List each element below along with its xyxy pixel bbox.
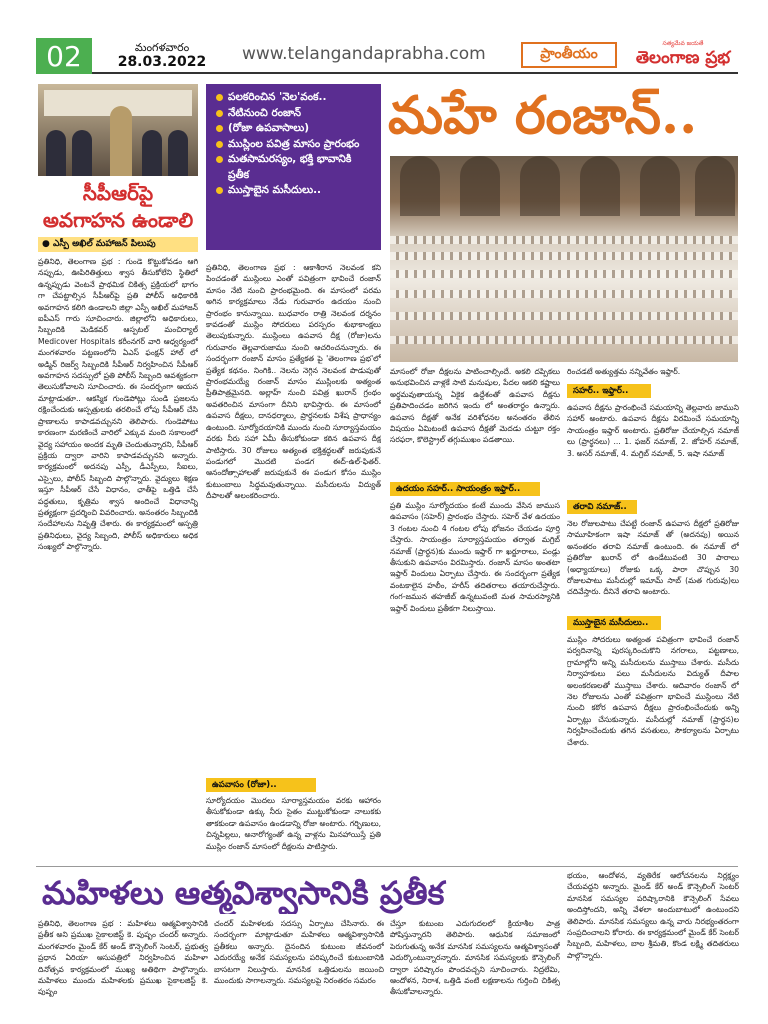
highlight-item: ముస్తాబైన మసీదులు..: [216, 183, 375, 199]
highlight-item: (రోజా ఉపవాసాలు): [216, 121, 375, 137]
section-label: ప్రాంతీయం: [521, 42, 617, 68]
bottom-story-col3: చేస్తూ కుటుంబ ఎదుగుదలలో క్రియాశీల పాత్ర పోషిస్తున్నారని తెలిపారు. ఆధునిక సమాజంలో పెరుగుతున్న అనేక మానసిక సమస్యలను ఆత్మవిశ్వాసంతో ఎదుర్కొంటున్నారన్నారు. మానసిక సమస్యలకు కౌన్సెలింగ్ ద్వారా పరిష్కారం పొందవచ్చని సూచించారు. నిద్రలేమి, ఆందోళన, నిరాశ, ఒత్తిడి వంటి లక్షణాలను గుర్తించి చికిత్స తీసుకోవాలన్నారు.: [390, 919, 560, 997]
photo-arch: [640, 156, 680, 216]
photo-person: [46, 130, 66, 176]
main-story-text: రించడటే అత్యుత్తమ నన్నివేతం ఇఫ్తార్.: [567, 367, 681, 376]
main-story-text: మాసంలో రోజా దీక్షలను పాటించాల్సిందే. అకలి దప్పికలు అనుభవించిన వాళ్లకే సాటి మనుషుల, పేదల ఆకలి కష్టాలు అర్థమవుతాయన్న ఏకైక ఉద్దేశంతో ఉపవాస దీక్షను ప్రతిపాదించడం జరిగిన ఇందు లో అంతరార్థం ఉన్నారు. ఉపవాస దీక్షతో అనేక వరిశోధనల అనంతరం తేలిన విషయం ఏమిటంటే ఉపవాస దీక్షతో మెదడు చుట్టూ రక్తం సరఫరా, కొలెస్ట్రాల్ తగ్గుముఖం పడతాయి.: [390, 367, 560, 445]
photo-person: [168, 130, 188, 176]
photo-worshippers-row: [390, 252, 738, 260]
left-story-byline: ● ఎస్పీ అఖిల్ మహాజన్ పిలుపు: [38, 237, 198, 252]
mosques-subhead: ముస్తాబైన మసీదులు..: [567, 616, 661, 630]
brand-name-b: ప్రభ: [699, 48, 731, 68]
photo-arch: [460, 156, 500, 216]
bottom-story-col2: చందర్ మహిళలకు సదస్సు ఏర్పాటు చేసినారు. ఈ సందర్భంగా మాట్లాడుతూ మహిళలు ఆత్మవిశ్వాసానికి ప్రతీకలు అన్నారు. దైనందిన కుటుంబ జీవనంలో ఎదురయ్యే అనేక సమస్యలను పరిష్కరించే కుటుంబానికి బాసటగా నిలుస్తారు. మానసిక ఒత్తిడులను జయించి ముందుకు సాగాలన్నారు. సమస్యలపై నిరంతరం సమరం: [214, 919, 384, 986]
photo-worshippers-row: [390, 312, 738, 320]
main-story-text: నెల రోజులపాటు చేపట్టే రంజాన్ ఉపవాస దీక్షలో ప్రతిరోజు సామూహికంగా ఇషా నమాజ్ తో (అదనపు) అయిన అనంతరం తరావి నమాజ్ ఉంటుంది. ఈ నమాజ్ లో ప్రతిరోజు ఖురాన్ లో ఉండేటువంటి 30 పారాలు (అధ్యాయాలు) రోజుకు ఒక్క పారా చొప్పున 30 రోజులపాటు మసీదుల్లో ఇమామ్ సాబ్ (మత గురువు)లు చదివేస్తారు. దీనినే తరావి అంటారు.: [567, 519, 739, 597]
highlight-item: మతసామరస్యం, భక్తి భావానికి ప్రతీక: [216, 152, 375, 183]
website-url[interactable]: www.telangandaprabha.com: [242, 44, 486, 64]
dateline: [102, 40, 222, 70]
main-story-text: ముస్లిం సోదరులు అత్యంత పవిత్రంగా భావించే రంజాన్ పర్వదినాన్ని పురస్కరించుకొని నగరాలు, పట్టణాలు, గ్రామాల్లోని అన్ని మసీదులను ముస్తాబు చేశారు. మసీదు నిర్వాహకులు పలు మసీదులను విద్యుత్ దీపాల అలంకరణలతో ముస్తాబు చేశారు. ఆదివారం రంజాన్ లో నెల రోజులను ఎంతో పవిత్రంగా భావించే ముస్లింలు నేటి నుంచి కఠోర ఉపవాస దీక్షలు ప్రారంభించేందుకు అన్ని ఏర్పాట్లు చేసుకున్నారు. మసీదుల్లో నమాజ్ (ప్రార్థన)ల నిర్వహించేందుకు తగిన వసతులు, సౌకర్యాలను ఏర్పాటు చేశారు.: [567, 635, 739, 747]
photo-person: [142, 130, 162, 176]
ramzan-story-body: ప్రతినిధి, తెలంగాణ ప్రభ : ఆకాశీరాన నెలవంక కని పించడంతో ముస్లింలు ఎంతో పవిత్రంగా భావించే రంజాన్ మాసం నేటి నుంచి ప్రారంభమైంది. ఈ మాసంలో పరమ అగిన కార్యక్రమాలు నేడు గురువారం ఉదయం నుంచి ప్రారంభం కానున్నాయి. బుధవారం రాత్రి నెలవంక దర్శనం కావడంతో ముస్లిం సోదరులు పరస్పరం శుభాకాంక్షలు తెలుపుకున్నారు. ముస్లింలు ఉపవాస దీక్ష (రోజా)లను గురువారం తెల్లవారుజాము నుంచి ఆచరించనున్నారు. ఈ సందర్భంగా రంజాన్ మాసం ప్రత్యేకత పై 'తెలంగాణ ప్రభ'లో ప్రత్యేక కథనం. నింగికి.. నెలను నెగ్గిన నెలవంక పొడుపుతో ప్రారంభమయ్యే రంజాన్ మాసం ముస్లింలకు అత్యంత ప్రీతిపాత్రమైనది. అల్లాహ్ నుంచి పవిత్ర ఖురాన్ గ్రంథం అవతరించిన మాసంగా దీనిని భావిస్తారు. ఈ మాసంలో ఉపవాస దీక్షలు, దానధర్మాలు, ప్రార్థనలకు విశేష ప్రాధాన్యం ఉంటుంది. సూర్యోదయానికి ముందు నుంచి సూర్యాస్తమయం వరకు నీరు సహా ఏమీ తీసుకోకుండా కఠిన ఉపవాస దీక్ష పాటిస్తారు. 30 రోజులు అత్యంత భక్తిశ్రద్ధలతో జరుపుకునే పండుగలో మొదటి పండగ ఈద్-ఉల్-ఫితర్. ఆనందోత్సాహాలతో జరుపుకునే ఈ పండుగ కోసం ముస్లిం కుటుంబాలు సిద్ధమవుతున్నాయి. మసీదులను విద్యుత్ దీపాలతో అలంకరించారు.: [206, 263, 381, 501]
date: 28.03.2022: [117, 54, 207, 70]
bottom-story-col4: భయం, ఆందోళన, వ్యతిరేక ఆలోచనలను నిర్లక్ష్యం చేయవద్దని అన్నారు. మైండ్ కేర్ అండ్ కౌన్సెలింగ్ సెంటర్ మానసిక సమస్యల పరిష్కారానికి కౌన్సెలింగ్ సేవలు అందిస్తోందని, అన్ని వేళలా అందుబాటులో ఉంటుందని తెలిపారు. మానసిక సమస్యలు ఉన్న వారు నిరభ్యంతరంగా సంప్రదించాలని కోరారు. ఈ కార్యక్రమంలో మైండ్ కేర్ సెంటర్ సిబ్బంది, మహిళలు, బాల శ్రీమతి, కొండ లక్ష్మి తదితరులు పాల్గొన్నారు.: [567, 871, 739, 960]
photo-arch: [400, 156, 440, 216]
photo-worshippers-row: [390, 270, 738, 278]
fasting-body: సూర్యోదయం మొదలు సూర్యాస్తమయం వరకు ఆహారం తీసుకోకుండా ఉక్కు నీరు సైతం ముట్టుకోకుండా నాలుకకు తాకకుండా ఉపవాసం ఉండడాన్ని రోజా అంటారు. గర్భిణులు, చిన్నపిల్లలు, అనారోగ్యంతో ఉన్న వాళ్లను మినహాయిస్తే ప్రతి ముస్లిం రంజాన్ మాసంలో దీక్షలను పాటిస్తారు.: [206, 796, 381, 851]
highlight-item: నేటినుంచి రంజాన్: [216, 106, 375, 122]
left-headline-line1: సీపీఆర్‌పై: [82, 181, 154, 205]
page-number: 02: [36, 38, 92, 74]
brand-logo: [628, 40, 738, 72]
masthead: [36, 38, 738, 74]
main-story-col1: [390, 366, 560, 806]
sahar-subhead: సహర్.. ఇఫ్తార్..: [567, 384, 651, 398]
cpr-training-photo: [38, 84, 198, 176]
section-divider: [36, 866, 738, 867]
left-story-body: ప్రతినిధి, తెలంగాణ ప్రభ : గుండె కొట్టుకోవడం ఆగి నప్పుడు, ఊపిరితిత్తులు శ్వాస తీసుకోలేని స్థితిలో ఉన్నప్పుడు వెంటనే ప్రాథమిక చికిత్స ప్రక్రియలో భాగం గా చేపట్టాల్సిన సీపీఆర్‌పై ప్రతి పోలీస్ అధికారికి అవగాహన కలిగి ఉండాలని జిల్లా ఎస్పీ అఖిల్ మహాజన్ ఐపీఎస్ గారు సూచించారు. జిల్లాలోని అధికారులు, సిబ్బందికి మెడికవర్ ఆస్పటల్ మంచిర్యాల్ Medicover Hospitals కరీంనగర్ వారి ఆధ్వర్యంలో మంగళవారం పట్టణంలోని ఏఎస్ ఫంక్షన్ హాల్ లో అడ్మిన్ రిజర్వ్ సిబ్బందికి సీపీఆర్ నిర్వహించిన సీపీఆర్ అవగాహన సదస్సులో ప్రతి పోలీస్ సిబ్బంది ఆవశ్యకంగా తెలుసుకోవాలని సూచించారు. ఈ సందర్భంగా ఆయన మాట్లాడుతూ.. ఆకస్మిక గుండెపోట్లు సుండి ప్రజలను రక్షించేందుకు ఆస్పత్రులకు తరలించే లోపు సీపీఆర్ చేసి ప్రాణాలను కాపాడవచ్చునని తెలిపారు. గుండెపోటు కారణంగా మరణించే వారిలో ఎక్కువ మంది సకాలంలో వైద్య సహాయం అందక మృతి చెందుతున్నారని, సీపీఆర్ ప్రక్రియ ద్వారా వారిని కాపాడవచ్చునని అన్నారు. కార్యక్రమంలో అదనపు ఎస్పీ, డీఎస్పీలు, సీఐలు, ఎస్సైలు, పోలీస్ సిబ్బంది పాల్గొన్నారు. వైద్యులు శిక్షణ ఇస్తూ సీపీఆర్ చేసే విధానం, ఛాతీపై ఒత్తిడి చేసే పద్ధతులు, కృత్రిమ శ్వాస అందించే విధానాన్ని ప్రత్యక్షంగా ప్రదర్శించి వివరించారు. అనంతరం సిబ్బందికి సందేహాలను నివృత్తి చేశారు. ఈ కార్యక్రమంలో ఆస్పత్రి ప్రతినిధులు, వైద్య సిబ్బంది, పోలీస్ అధికారులు అధిక సంఖ్యలో పాల్గొన్నారు.: [38, 257, 198, 552]
sahar-iftar-subhead: ఉదయం సహర్.. సాయంత్రం ఇఫ్తార్..: [390, 482, 540, 496]
main-story-text: ప్రతి ముస్లిం సూర్యోదయం కంటే ముందు వేసిన జాముస ఉపవాసం (సహెర్) ప్రారంభం చేస్తారు. సహెర్ వేళ ఉదయం 3 గంటల నుంచి 4 గంటల లోపు భోజనం చేయడం పూర్తి చేస్తారు. సాయంత్రం సూర్యాస్తమయం తర్వాత మగ్రిబ్ నమాజ్ (ప్రార్థన)కు ముందు ఇఫ్తార్ గా ఖర్జూరాలు, పండ్లు తీసుకుని ఉపవాసం విరమిస్తారు. రంజాన్ మాసం అంతటా ఇఫ్తార్ విందులు ఏర్పాటు చేస్తారు. ఈ సందర్భంగా ప్రత్యేక వంటకాలైన హలీం, హరీస్ తదితరాలు తయారుచేస్తారు. గంగ-జమున తహజీబ్ ఉన్నటువంటి మత సామరస్యానికి ఇఫ్తార్ విందులు ప్రతీకగా నిలుస్తాయి.: [390, 501, 560, 613]
main-story-col2: [567, 366, 739, 806]
photo-officer: [110, 106, 132, 176]
main-story-text: ఉపవాస దీక్షను ప్రారంభించే సమయాన్ని తెల్లవారు జాముని సహార్ అంటారు. ఉపవాస దీక్షను విరమించే సమయాన్ని సాయంత్రం ఇఫ్తార్ అంటారు. ప్రతిరోజు చేయాల్సిన నమాజ్ లు (ప్రార్థనలు) ... 1. ఫజర్ నమాజ్, 2. జోహర్ నమాజ్, 3. అసర్ నమాజ్, 4. మగ్రిబ్ నమాజ్, 5. ఇషా నమాజ్: [567, 403, 739, 458]
day: మంగళవారం: [134, 41, 190, 54]
brand-tagline: సత్యమేవ జయతే: [662, 40, 704, 47]
bottom-story-col1: ప్రతినిధి, తెలంగాణ ప్రభ : మహిళలు ఆత్మవిశ్వాసానికి ప్రతీక అని ప్రముఖ సైకాలజిస్ట్ కె. పుష్పం చందర్ అన్నారు. మంగళవారం మైండ్ కేర్ అండ్ కౌన్సెలింగ్ సెంటర్, ప్రభుత్వ ప్రధాన ఏరియా ఆసుపత్రిలో నిర్వహించిన మహిళా దినోత్సవ కార్యక్రమంలో ముఖ్య అతిథిగా పాల్గొన్నారు. మహిళలు ముందు మహిళలకు ప్రముఖ సైకాలజిస్ట్ కె. పుష్పం: [38, 919, 208, 997]
highlights-box: [206, 84, 381, 250]
left-story-headline: [40, 180, 196, 234]
taraweeh-subhead: తరావి నమాజ్..: [567, 500, 637, 514]
left-headline-line2: అవగాహన ఉండాలి: [42, 208, 194, 232]
highlight-item: ముస్లింల పవిత్ర మాసం ప్రారంభం: [216, 137, 375, 153]
photo-person: [72, 130, 92, 176]
photo-worshippers-row: [390, 290, 738, 298]
photo-arch: [695, 156, 735, 216]
photo-worshippers-row: [390, 236, 738, 244]
photo-worshippers-row: [390, 336, 738, 344]
highlight-item: పలకరించిన 'నెల'వంక..: [216, 90, 375, 106]
main-headline: మహే రంజాన్..: [388, 85, 698, 146]
bottom-headline: మహిళలు ఆత్మవిశ్వాసానికి ప్రతీక: [42, 874, 445, 912]
brand-name-a: తెలంగాణ: [635, 48, 700, 68]
brand-name: [628, 48, 738, 72]
photo-arch: [580, 156, 620, 216]
mosque-prayer-photo: [390, 156, 738, 362]
fasting-subhead: ఉపవాసం (రోజా)..: [206, 778, 316, 792]
photo-arch: [520, 156, 560, 216]
